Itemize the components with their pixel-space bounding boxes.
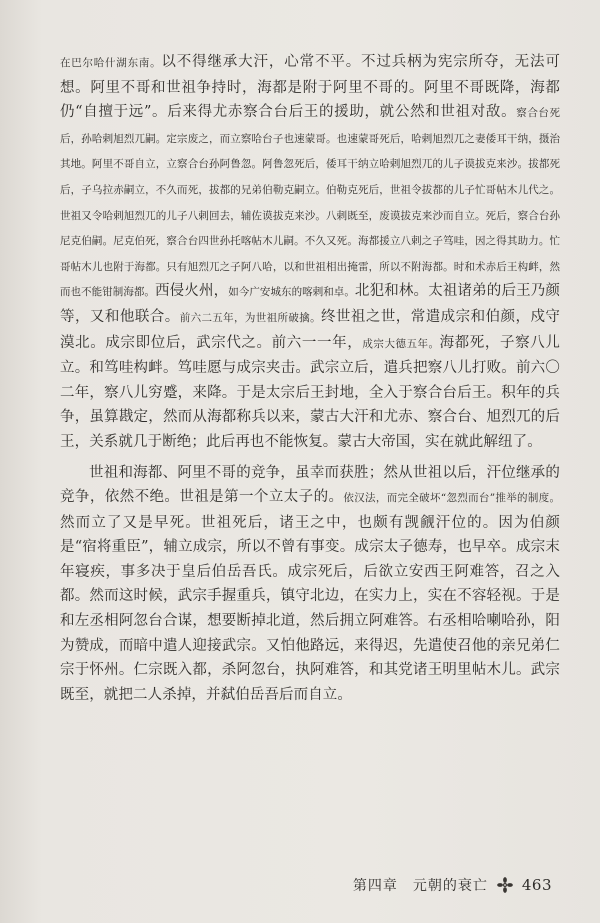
running-head: 第四章 元朝的衰亡 bbox=[352, 878, 488, 894]
body-sentence: 终世祖之世，常遣成宗和伯颜，戍守漠北。成宗即位后，武宗代之。前六一一年， bbox=[60, 308, 561, 351]
inline-note: 察合台死后，孙哈剌旭烈兀嗣。定宗废之，而立察哈台子也速蒙哥。也速蒙哥死后，哈剌旭烈兀之妻倭耳干纳，摄治其地。阿里不哥自立，立察合台孙阿鲁忽。阿鲁忽死后，倭耳干纳立哈剌旭烈兀的儿子谟拔克来沙。拔都死后，子乌拉赤嗣立，不久而死，拔都的兄弟伯勒克嗣立。伯勒克死后，世祖令拔都的儿子忙哥帖木儿代之。世祖又令哈剌旭烈兀的儿子八剌回去，辅佐谟拔克来沙。八剌既至，废谟拔克来沙而自立。死后，察合台孙尼克伯嗣。尼克伯死，察合台四世孙托喀帖木儿嗣。不久又死。海都援立八剌之子笃哇，因之得其助力。忙哥帖木儿也附于海都。只有旭烈兀之子阿八哈，以和世祖相出掩雷，所以不附海都。时和术赤后王构衅，然而也不能钳制海都。 bbox=[60, 107, 560, 299]
page-number: 463 bbox=[521, 876, 552, 894]
body-sentence: 然而立了又是早死。世祖死后，诸王之中，也颇有觊觎汗位的。因为伯颜是“宿将重臣”，辅立成宗，所以不曾有事变。成宗太子德寿，也早卒。成宗末年寝疾，事多决于皇后伯岳吾氏。成宗死后，后欲立安西王阿难答，召之入都。然而这时候，武宗手握重兵，镇守北边，在实力上，实在不容轻视。于是和左丞相阿忽台合谋，想要断掉北道，然后拥立阿难答。右丞相哈喇哈孙，阳为赞成，而暗中遣人迎接武宗。又怕他路远，来得迟，先遣使召他的亲兄弟仁宗于怀州。仁宗既入都，杀阿忽台，执阿难答，和其党诸王明里帖木儿。武宗既至，就把二人杀掉，并弑伯岳吾后而自立。 bbox=[60, 514, 560, 703]
body-text bbox=[60, 50, 560, 713]
body-sentence: 海都死，子察八儿立。和笃哇构衅。笃哇愿与成宗夹击。武宗立后，遣兵把察八儿打败。前六〇二年，察八儿穷蹙，来降。于是太宗后王封地，全入于察合台后王。积年的兵争，虽算戡定，然而从海都称兵以来，蒙古大汗和尤赤、察合台、旭烈兀的后王，关系就几于断绝；此后再也不能恢复。蒙古大帝国，实在就此解纽了。 bbox=[60, 334, 561, 450]
body-sentence: 西侵火州， bbox=[154, 283, 229, 300]
body-sentence: 以不得继承大汗，心常不平。不过兵柄为宪宗所夺，无法可想。阿里不哥和世祖争持时，海都是附于阿里不哥的。阿里不哥既降，海都仍“自擅于远”。后来得尤赤察合台后王的援助，就公然和世祖对敌。 bbox=[60, 54, 560, 121]
inline-note: 前六二五年，为世祖所破擒。 bbox=[179, 311, 321, 324]
flower-ornament-icon bbox=[496, 876, 514, 894]
paragraph bbox=[60, 461, 560, 708]
inline-note: 成宗大德五年。 bbox=[362, 337, 440, 350]
body-sentence: 北犯和林。太祖诸弟的后王乃颜等，又和他联合。 bbox=[60, 283, 561, 325]
inline-note: 在巴尔哈什湖东南。 bbox=[60, 57, 162, 69]
inline-note: 如今广安城东的喀剌和卓。 bbox=[228, 286, 355, 299]
paragraph bbox=[60, 50, 560, 455]
page-footer bbox=[353, 875, 552, 895]
body-sentence: 世祖和海都、阿里不哥的竞争，虽幸而获胜；然从世祖以后，汗位继承的竞争，依然不绝。世祖是第一个立太子的。 bbox=[60, 464, 560, 506]
inline-note: 依汉法，而完全破坏“忽烈而台”推举的制度。 bbox=[343, 492, 560, 505]
